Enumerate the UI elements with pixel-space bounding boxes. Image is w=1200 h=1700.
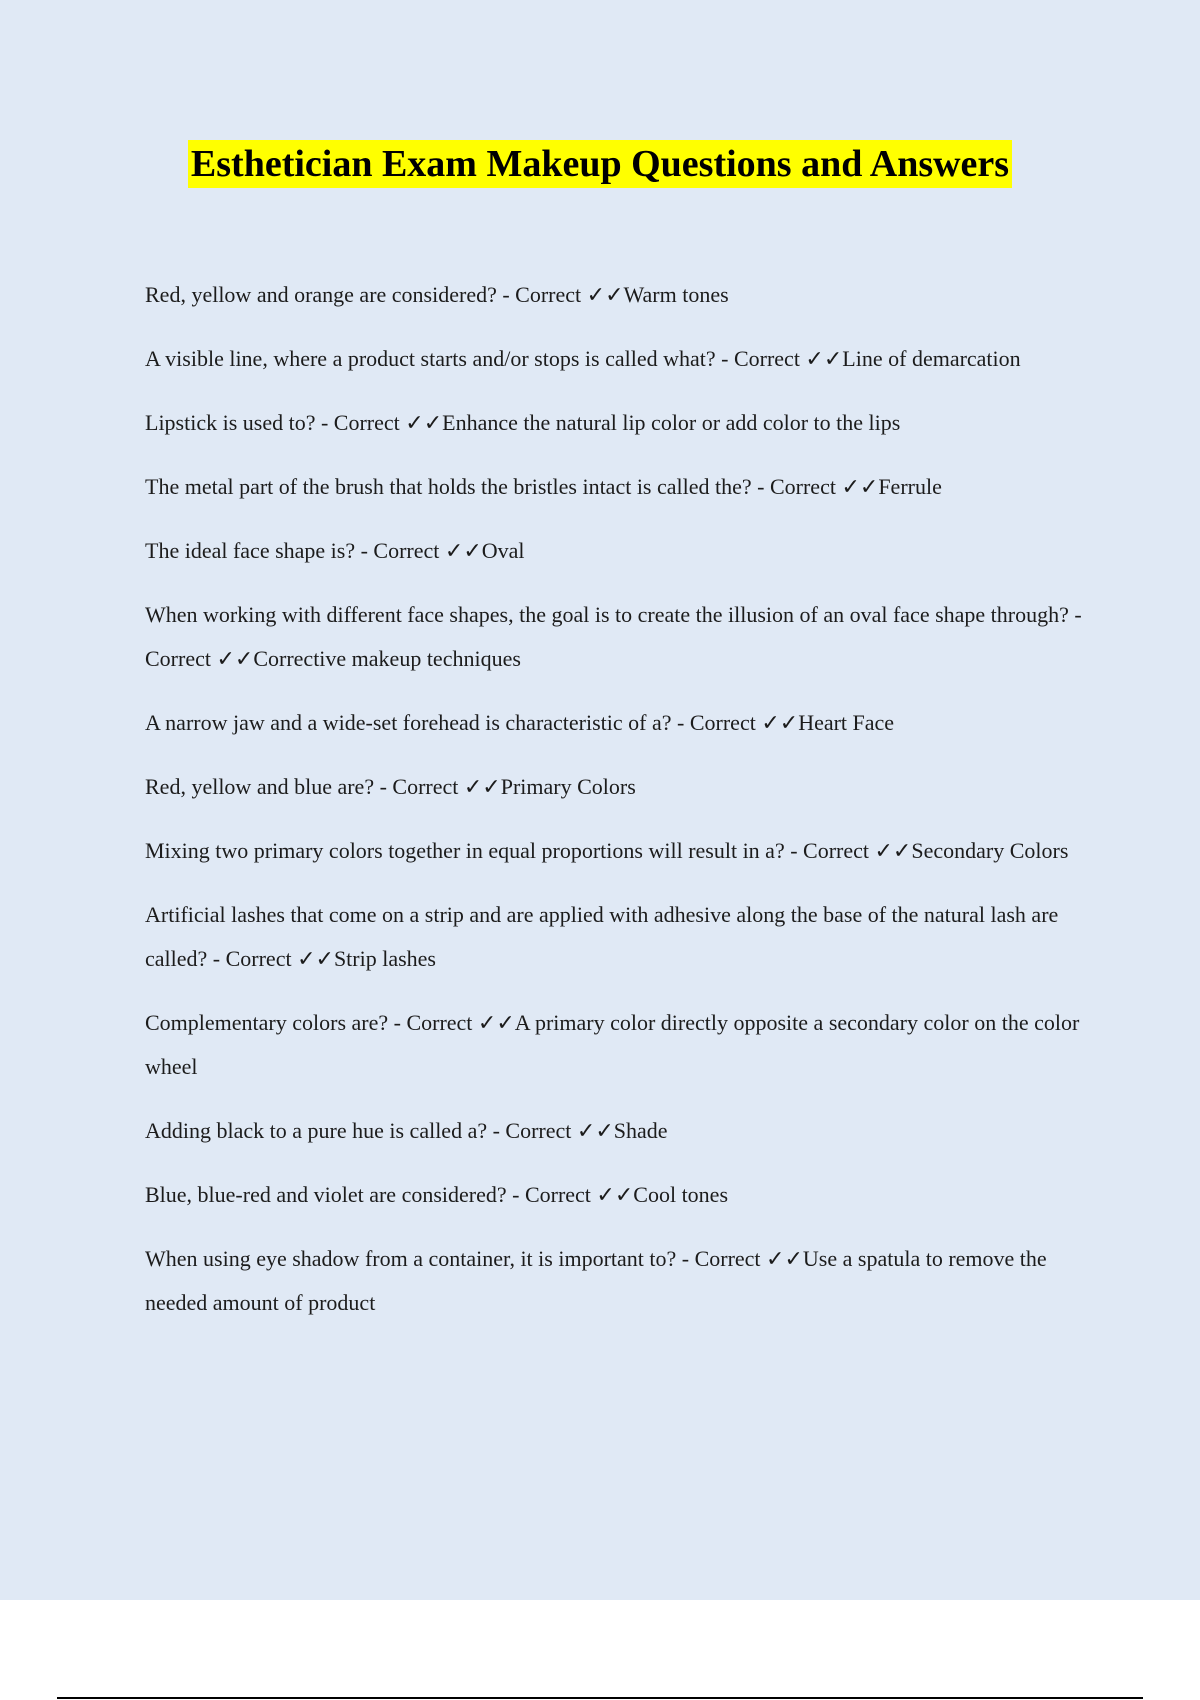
qa-item: Red, yellow and blue are? - Correct ✓✓Primary Colors <box>145 774 636 799</box>
qa-list <box>145 273 1095 1345</box>
qa-item: When using eye shadow from a container, it is important to? - Correct ✓✓Use a spatula to remove the needed amount of product <box>145 1246 1047 1315</box>
qa-item: Red, yellow and orange are considered? - Correct ✓✓Warm tones <box>145 282 729 307</box>
qa-item: A visible line, where a product starts and/or stops is called what? - Correct ✓✓Line of demarcation <box>145 346 1021 371</box>
qa-item: Adding black to a pure hue is called a? - Correct ✓✓Shade <box>145 1118 668 1143</box>
document-title: Esthetician Exam Makeup Questions and Answers <box>188 140 1012 188</box>
qa-item: The ideal face shape is? - Correct ✓✓Oval <box>145 538 525 563</box>
qa-item: Mixing two primary colors together in equal proportions will result in a? - Correct ✓✓Secondary Colors <box>145 838 1069 863</box>
qa-item: Lipstick is used to? - Correct ✓✓Enhance the natural lip color or add color to the lips <box>145 410 901 435</box>
qa-item: The metal part of the brush that holds the bristles intact is called the? - Correct ✓✓Ferrule <box>145 474 942 499</box>
qa-item: A narrow jaw and a wide-set forehead is characteristic of a? - Correct ✓✓Heart Face <box>145 710 895 735</box>
qa-item: Artificial lashes that come on a strip and are applied with adhesive along the base of the natural lash are called? - Correct ✓✓Strip lashes <box>145 902 1059 971</box>
page-divider <box>57 1697 1143 1699</box>
qa-item: When working with different face shapes, the goal is to create the illusion of an oval face shape through? - Correct ✓✓Corrective makeup techniques <box>145 602 1082 671</box>
qa-item: Blue, blue-red and violet are considered? - Correct ✓✓Cool tones <box>145 1182 729 1207</box>
title-container <box>0 140 1200 188</box>
qa-item: Complementary colors are? - Correct ✓✓A primary color directly opposite a secondary color on the color wheel <box>145 1010 1080 1079</box>
